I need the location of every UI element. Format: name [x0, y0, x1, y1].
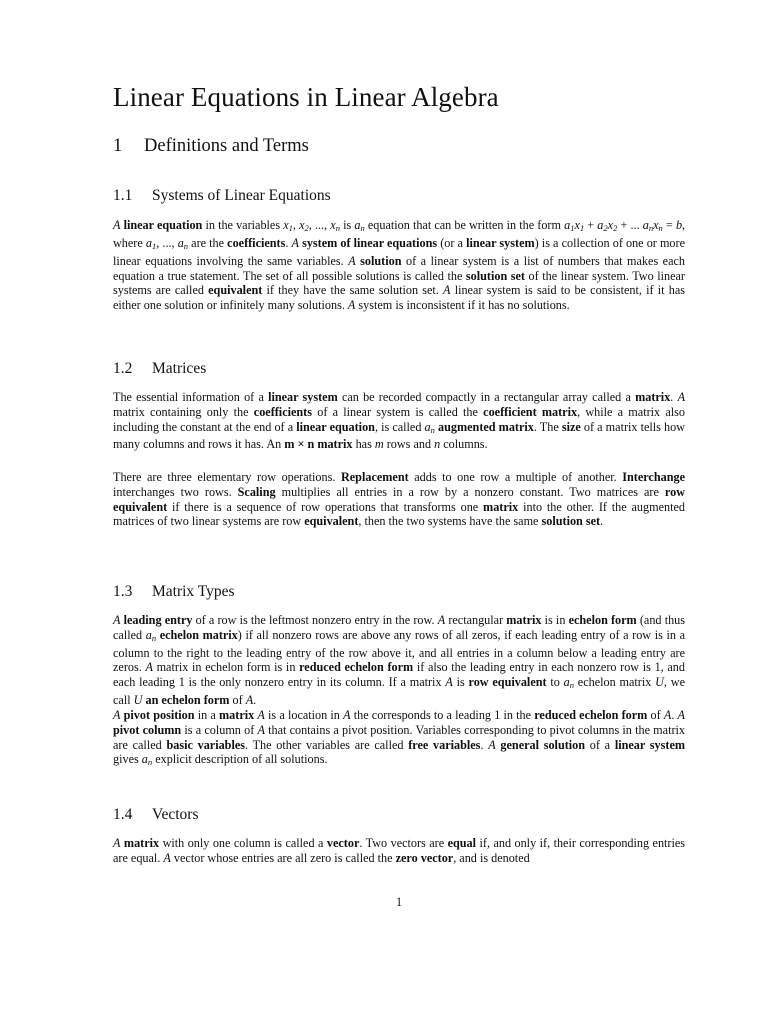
paragraph: The essential information of a linear system can be recorded compactly in a rectangular array called a matrix. A matrix containing only the coefficients of a linear system is called the coefficient matrix, while a matrix also including the constant at the end of a linear equation, is called $a_n$ augmented matrix. The size of a matrix tells how many columns and rows it has. An m × n matrix has m rows and n columns.: [113, 390, 686, 452]
subsection-number: 1.4: [113, 806, 133, 823]
subsection-title: Vectors: [152, 806, 199, 823]
section-title: Definitions and Terms: [144, 136, 309, 156]
subsection-heading-1-1: [113, 186, 331, 206]
subsection-number: 1.2: [113, 360, 133, 377]
document-title: Linear Equations in Linear Algebra: [113, 82, 499, 112]
subsection-heading-1-3: [113, 582, 235, 602]
paragraph: There are three elementary row operations. Replacement adds to one row a multiple of another. Interchange interchanges two rows. Scaling multiplies all entries in a row by a nonzero constant. Two matrices are row equivalent if there is a sequence of row operations that transforms one matrix into the other. If the augmented matrices of two linear systems are row equivalent, then the two systems have the same solution set.: [113, 470, 685, 529]
paragraph: A pivot position in a matrix A is a location in A the corresponds to a leading 1 in the reduced echelon form of A. A pivot column is a column of A that contains a pivot position. Variables corresponding to pivot columns in the matrix are called basic variables. The other variables are called free variables. A general solution of a linear system gives $a_n$ explicit description of all solutions.: [113, 708, 686, 768]
section-number: 1: [113, 136, 123, 156]
paragraph: A linear equation in the variables $x_1$, $x_2$, ..., $x_n$ is $a_n$ equation that can be written in the form $a_1x_1 + a_2x_2$ + ... $a_nx_n = b$, where $a_1$, ..., $a_n$ are the coefficients. A system of linear equations (or a linear system) is a collection of one or more linear equations involving the same variables. A solution of a linear system is a list of numbers that makes each equation a true statement. The set of all possible solutions is called the solution set of the linear system. Two linear systems are called equivalent if they have the same solution set. A linear system is said to be consistent, if it has either one solution or infinitely many solutions. A system is inconsistent if it has no solutions.: [113, 218, 686, 312]
page-number: 1: [395, 895, 403, 909]
subsection-heading-1-2: [113, 359, 206, 379]
paragraph: A matrix with only one column is called a vector. Two vectors are equal if, and only if, their corresponding entries are equal. A vector whose entries are all zero is called the zero vector, and is denoted: [113, 836, 686, 865]
paragraph: A leading entry of a row is the leftmost nonzero entry in the row. A rectangular matrix is in echelon form (and thus called $a_n$ echelon matrix) if all nonzero rows are above any rows of all zeros, if each leading entry of a row is in a column to the right to the leading entry of the row above it, and all entries in a column below a leading entry are zeros. A matrix in echelon form is in reduced echelon form if also the leading entry in each nonzero row is 1, and each leading 1 is the only nonzero entry in its column. If a matrix A is row equivalent to $a_n$ echelon matrix U, we call U an echelon form of A.: [113, 613, 686, 707]
document-page: [113, 0, 685, 1024]
subsection-number: 1.3: [113, 583, 133, 600]
section-heading-1: [113, 135, 309, 157]
subsection-number: 1.1: [113, 187, 133, 204]
subsection-title: Matrices: [152, 360, 207, 377]
subsection-title: Systems of Linear Equations: [152, 187, 331, 204]
subsection-heading-1-4: [113, 805, 199, 825]
subsection-title: Matrix Types: [152, 583, 235, 600]
